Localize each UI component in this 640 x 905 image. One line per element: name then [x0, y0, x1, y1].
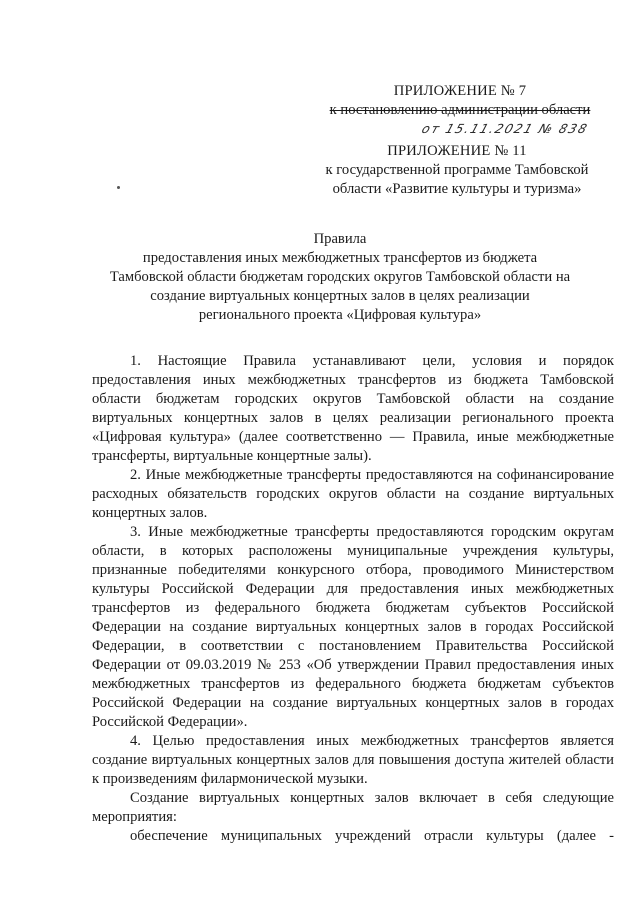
annex-11-line1: к государственной программе Тамбовской	[325, 162, 589, 178]
paragraph-4: 4. Целью предоставления иных межбюджетных трансфертов является создание виртуальных концертных залов для повышения доступа жителей области к произведениям филармонической музыки.	[92, 733, 614, 787]
paragraph-2: 2. Иные межбюджетные трансферты предоставляются на софинансирование расходных обязательств городских округов области на создание виртуальных концертных залов.	[92, 467, 614, 521]
rules-heading-line-2: Тамбовской области бюджетам городских округов Тамбовской области на	[109, 269, 571, 285]
paragraph-5: Создание виртуальных концертных залов включает в себя следующие мероприятия:	[92, 790, 614, 825]
rules-heading	[70, 230, 610, 325]
annex-11-line2: области «Развитие культуры и туризма»	[332, 181, 582, 197]
annex-11-title: ПРИЛОЖЕНИЕ № 11	[387, 143, 527, 159]
paragraph-1: 1. Настоящие Правила устанавливают цели, условия и порядок предоставления иных межбюджетных трансфертов из бюджета Тамбовской области бюджетам городских округов Тамбовской области на создание виртуальных концертных залов в целях реализации регионального проекта «Цифровая культура» (далее соответственно — Правила, иные межбюджетные трансферты, виртуальные концертные залы).	[92, 353, 614, 464]
annex-7-title: ПРИЛОЖЕНИЕ № 7	[393, 83, 527, 99]
rules-title: Правила	[313, 231, 367, 247]
annex-7-line1: к постановлению администрации области	[329, 102, 591, 118]
rules-heading-line-4: регионального проекта «Цифровая культура»	[198, 307, 482, 323]
annex-11-header	[312, 142, 602, 199]
paragraph-6: обеспечение муниципальных учреждений отрасли культуры (далее -	[130, 828, 614, 844]
rules-heading-line-3: создание виртуальных концертных залов в целях реализации	[150, 288, 530, 304]
annex-7-header	[326, 82, 594, 138]
rules-heading-line-1: предоставления иных межбюджетных трансфертов из бюджета	[142, 250, 538, 266]
handwritten-date-number: от 15.11.2021 № 838	[419, 121, 591, 136]
rules-body	[92, 352, 614, 846]
paragraph-3: 3. Иные межбюджетные трансферты предоставляются городским округам области, в которых расположены муниципальные учреждения культуры, признанные победителями конкурсного отбора, проводимого Министерством культуры Российской Федерации для предоставления иных межбюджетных трансфертов из федерального бюджета бюджетам субъектов Российской Федерации на создание виртуальных концертных залов в городах Российской Федерации, в соответствии с постановлением Правительства Российской Федерации от 09.03.2019 № 253 «Об утверждении Правил предоставления иных межбюджетных трансфертов из федерального бюджета бюджетам субъектов Российской Федерации на создание виртуальных концертных залов в городах Российской Федерации».	[92, 524, 614, 730]
scan-speck	[117, 186, 120, 189]
